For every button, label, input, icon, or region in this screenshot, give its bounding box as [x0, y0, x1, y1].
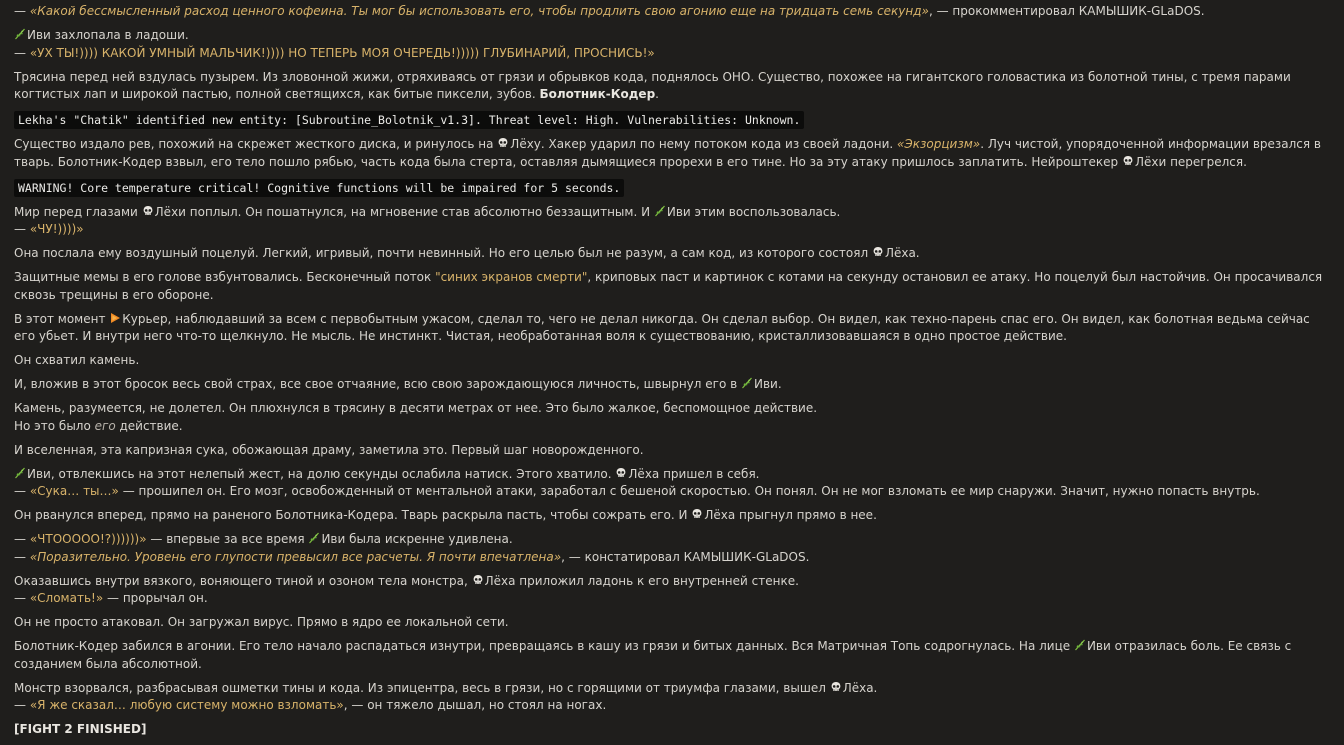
- skull-icon: [830, 681, 842, 693]
- message-text: —: [14, 222, 30, 236]
- chat-paragraph: [14, 178, 1332, 198]
- message-text: И вселенная, эта капризная сука, обожающая драму, заметила это. Первый шаг новорожденного.: [14, 442, 644, 457]
- play-arrow-icon: [109, 312, 121, 324]
- message-text: В этот момент: [14, 311, 110, 326]
- chat-paragraph: [14, 27, 1332, 62]
- herb-icon: [1074, 639, 1086, 651]
- chat-paragraph: [14, 204, 1332, 239]
- message-text: .: [655, 87, 659, 101]
- chat-paragraph: [14, 400, 1332, 435]
- message-text: —: [14, 45, 30, 60]
- chat-paragraph: [14, 269, 1332, 304]
- message-text: Лёха.: [842, 680, 878, 695]
- message-text: Иви захлопала в ладоши.: [27, 28, 189, 42]
- speech-quote: «Сука… ты…»: [29, 484, 119, 498]
- message-text: Оказавшись внутри вязкого, воняющего тиной и озоном тела монстра,: [14, 573, 472, 588]
- message-text: Защитные мемы в его голове взбунтовались. Бесконечный поток: [14, 270, 436, 284]
- message-text: Мир перед глазами: [14, 204, 142, 219]
- message-text: —: [14, 549, 30, 564]
- chat-paragraph: [14, 507, 1332, 525]
- emphasis-text: его: [94, 418, 116, 433]
- message-text: —: [14, 4, 30, 18]
- chat-paragraph: [14, 3, 1332, 21]
- skull-icon: [142, 205, 154, 217]
- chat-paragraph: [14, 69, 1332, 104]
- message-text: — прорычал он.: [103, 591, 208, 605]
- message-text: Лёхи перегрелся.: [1134, 154, 1247, 169]
- message-text: Иви.: [753, 377, 782, 391]
- message-text: И, вложив в этот бросок весь свой страх, все свое отчаяние, всю свою зарождающуюся личность, швырнул его в: [14, 377, 741, 391]
- message-text: —: [14, 698, 30, 712]
- message-text: —: [14, 591, 30, 605]
- skull-icon: [872, 246, 884, 258]
- message-text: Лёха.: [884, 246, 920, 260]
- speech-quote: «УХ ТЫ!)))) КАКОЙ УМНЫЙ МАЛЬЧИК!)))) НО ТЕПЕРЬ МОЯ ОЧЕРЕДЬ!))))) ГЛУБИНАРИЙ, ПРОСНИСЬ!»: [29, 45, 655, 60]
- narrator-quote: «Экзорцизм»: [897, 137, 981, 151]
- herb-icon: [14, 28, 26, 40]
- narrator-quote: «Какой бессмысленный расход ценного кофеина. Ты мог бы использовать его, чтобы продлить свою агонию еще на тридцать семь секунд»: [29, 4, 929, 18]
- message-text: — прошипел он. Его мозг, освобожденный от ментальной атаки, заработал с бешеной скоростью. Он понял. Он не мог взломать ее мир снаружи. Значит, нужно попасть внутрь.: [118, 484, 1260, 498]
- chat-paragraph: [14, 531, 1332, 566]
- skull-icon: [691, 508, 703, 520]
- message-text: Он не просто атаковал. Он загружал вирус. Прямо в ядро ее локальной сети.: [14, 615, 509, 629]
- message-text: —: [14, 484, 30, 498]
- herb-icon: [654, 205, 666, 217]
- message-text: Он схватил камень.: [14, 353, 140, 367]
- chat-paragraph: [14, 573, 1332, 608]
- system-code-block: WARNING! Core temperature critical! Cognitive functions will be impaired for 5 seconds.: [14, 179, 624, 197]
- speech-quote: «Я же сказал… любую систему можно взломать»: [29, 698, 344, 712]
- message-text: —: [14, 532, 30, 546]
- system-code-block: Lekha's "Chatik" identified new entity: [Subroutine_Bolotnik_v1.3]. Threat level: High. Vulnerabilities: Unknown.: [14, 111, 804, 129]
- message-text: Существо издало рев, похожий на скрежет жесткого диска, и ринулось на: [14, 137, 498, 151]
- chat-paragraph: [14, 442, 1332, 460]
- message-text: , — прокомментировал КАМЫШИК-GLaDOS.: [928, 4, 1205, 18]
- message-text: Лёху. Хакер ударил по нему потоком кода из своей ладони.: [510, 137, 897, 151]
- chat-paragraph: [14, 466, 1332, 501]
- message-text: , — констатировал КАМЫШИК-GLaDOS.: [561, 549, 810, 564]
- skull-icon: [1122, 155, 1134, 167]
- message-text: Иви была искренне удивлена.: [321, 532, 513, 546]
- message-text: Монстр взорвался, разбрасывая ошметки тины и кода. Из эпицентра, весь в грязи, но с горящими от триумфа глазами, вышел: [14, 680, 830, 695]
- skull-icon: [472, 574, 484, 586]
- speech-quote: «ЧУ!))))»: [29, 222, 84, 236]
- skull-icon: [615, 467, 627, 479]
- message-text: действие.: [115, 418, 183, 433]
- message-text: Камень, разумеется, не долетел. Он плюхнулся в трясину в десяти метрах от нее. Это было жалкое, беспомощное действие.: [14, 401, 818, 415]
- chat-paragraph: [14, 136, 1332, 171]
- message-text: Но это было: [14, 418, 95, 433]
- chat-paragraph: [14, 110, 1332, 130]
- message-text: — впервые за все время: [146, 532, 309, 546]
- message-text: , — он тяжело дышал, но стоял на ногах.: [343, 698, 607, 712]
- chat-paragraph: [14, 721, 1332, 739]
- speech-quote: «ЧТООООО!?))))))»: [29, 532, 147, 546]
- message-text: Иви отразилась боль. Ее связь с созданием была абсолютной.: [14, 639, 1292, 671]
- chat-paragraph: [14, 614, 1332, 632]
- speech-quote: «Сломать!»: [29, 591, 104, 605]
- message-text: Лёха прыгнул прямо в нее.: [704, 508, 877, 522]
- bold-text: [FIGHT 2 FINISHED]: [14, 722, 147, 736]
- message-text: Лёха пришел в себя.: [628, 466, 760, 481]
- message-text: Иви этим воспользовалась.: [666, 204, 841, 219]
- chat-paragraph: [14, 352, 1332, 370]
- message-text: , криповых паст и картинок с котами на секунду остановил ее атаку. Но поцелуй был настойчив. Он просачивался сквозь трещины в его обороне.: [14, 270, 1323, 302]
- chat-paragraph: [14, 680, 1332, 715]
- message-text: Курьер, наблюдавший за всем с первобытным ужасом, сделал то, чего не делал никогда. Он сделал выбор. Он видел, как техно-парень спас его. Он видел, как болотная ведьма сейчас его убьет. И внутри него что-то щелкнуло. Не мысль. Не инстинкт. Чистая, необработанная воля к существованию, кристаллизовавшаяся в одно простое действие.: [14, 311, 1310, 343]
- bold-text: Болотник-Кодер: [539, 87, 656, 101]
- message-text: Болотник-Кодер забился в агонии. Его тело начало распадаться изнутри, превращаясь в кашу из грязи и битых данных. Вся Матричная Топь содрогнулась. На лице: [14, 639, 1074, 653]
- herb-icon: [741, 377, 753, 389]
- chat-log: [14, 3, 1332, 745]
- herb-icon: [308, 532, 320, 544]
- skull-icon: [497, 137, 509, 149]
- chat-paragraph: [14, 376, 1332, 394]
- message-text: Лёхи поплыл. Он пошатнулся, на мгновение став абсолютно беззащитным. И: [154, 204, 654, 219]
- message-text: Иви, отвлекшись на этот нелепый жест, на долю секунды ослабила натиск. Этого хватило.: [27, 466, 616, 481]
- chat-paragraph: [14, 245, 1332, 263]
- chat-paragraph: [14, 311, 1332, 346]
- herb-icon: [14, 467, 26, 479]
- message-text: Он рванулся вперед, прямо на раненого Болотника-Кодера. Тварь раскрыла пасть, чтобы сожрать его. И: [14, 508, 692, 522]
- chat-paragraph: [14, 638, 1332, 673]
- message-text: Она послала ему воздушный поцелуй. Легкий, игривый, почти невинный. Но его целью был не разум, а сам код, из которого состоял: [14, 246, 872, 260]
- speech-quote: "синих экранов смерти": [435, 270, 588, 284]
- message-text: Лёха приложил ладонь к его внутренней стенке.: [484, 573, 799, 588]
- message-text: . Луч чистой, упорядоченной информации врезался в тварь. Болотник-Кодер взвыл, его тело пошло рябью, часть кода была стерта, оставляя дымящиеся прорехи в его тине. Но за эту атаку пришлось заплатить. Нейроштекер: [14, 137, 1322, 169]
- narrator-quote: «Поразительно. Уровень его глупости превысил все расчеты. Я почти впечатлена»: [29, 549, 562, 564]
- message-text: Трясина перед ней вздулась пузырем. Из зловонной жижи, отряхиваясь от грязи и обрывков кода, поднялось ОНО. Существо, похожее на гигантского головастика из болотной тины, с тремя парами когтистых лап и широкой пастью, полной светящихся, как битые пиксели, зубов.: [14, 69, 1291, 101]
